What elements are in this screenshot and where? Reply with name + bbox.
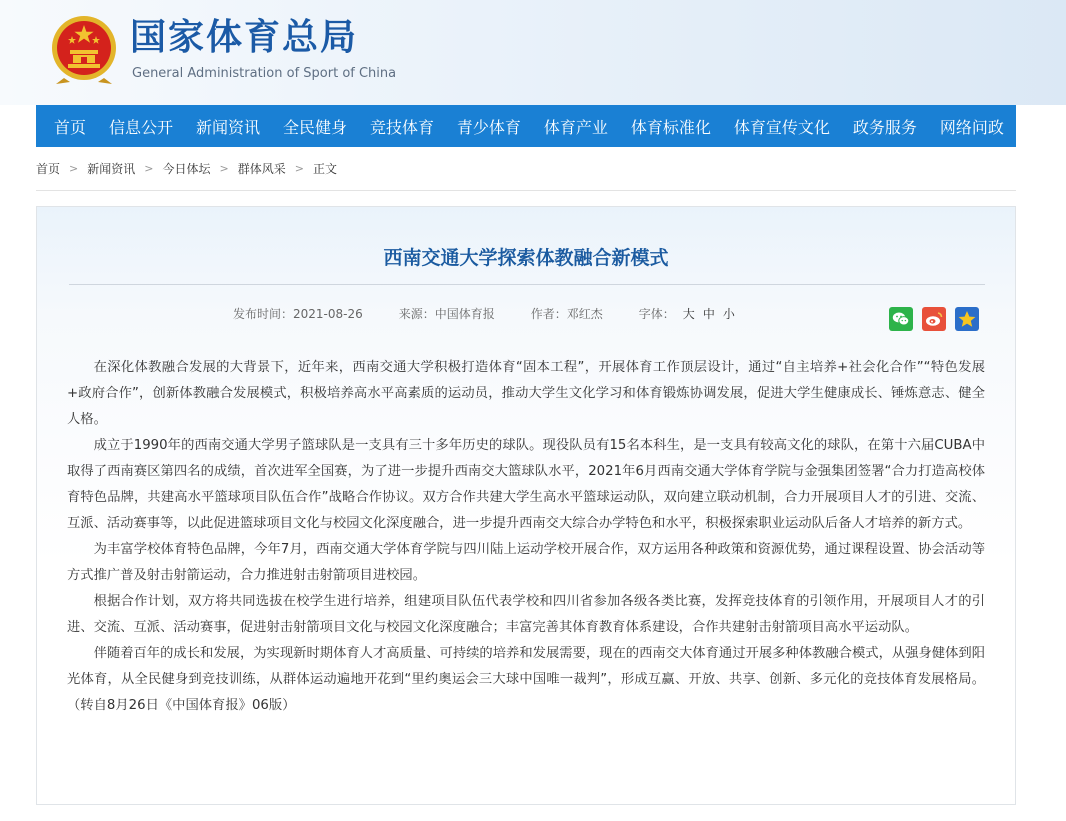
font-size-medium-button[interactable]: 中 xyxy=(702,307,715,321)
article-paragraph: 伴随着百年的成长和发展，为实现新时期体育人才高质量、可持续的培养和发展需要，现在的西南交大体育通过开展多种体教融合模式，从强身健体到阳光体育，从全民健身到竞技训练，从群体运动遍地开花到“里约奥运会三大球中国唯一裁判”，形成互赢、开放、共享、创新、多元化的竞技体育发展格局。（转自8月26日《中国体育报》06版） xyxy=(67,646,985,713)
national-emblem-icon[interactable] xyxy=(50,12,118,84)
nav-item-online-inquiry[interactable]: 网络问政 xyxy=(939,117,1004,137)
main-nav xyxy=(36,105,1016,147)
nav-item-national-fitness[interactable]: 全民健身 xyxy=(282,117,347,137)
site-header xyxy=(0,0,1066,105)
qzone-icon[interactable] xyxy=(955,307,979,331)
site-title-cn[interactable]: 国家体育总局 xyxy=(130,17,359,58)
article-title: 西南交通大学探索体教融合新模式 xyxy=(383,247,669,269)
breadcrumb-today-sports[interactable]: 今日体坛 xyxy=(162,162,211,176)
nav-item-gov-services[interactable]: 政务服务 xyxy=(852,117,917,137)
nav-item-publicity-culture[interactable]: 体育宣传文化 xyxy=(733,117,830,137)
article-author: 作者：邓红杰 xyxy=(530,307,603,321)
chevron-right-icon: > xyxy=(69,162,79,175)
breadcrumb-current: 正文 xyxy=(312,162,337,176)
article-paragraph: 根据合作计划，双方将共同选拔在校学生进行培养，组建项目队伍代表学校和四川省参加各级各类比赛，发挥竞技体育的引领作用，开展项目人才的引进、交流、互派、活动赛事，促进射击射箭项目文化与校园文化深度融合；丰富完善其体育教育体系建设，合作共建射击射箭项目高水平运动队。 xyxy=(67,594,985,635)
wechat-icon[interactable] xyxy=(889,307,913,331)
nav-item-info-disclosure[interactable]: 信息公开 xyxy=(108,117,173,137)
breadcrumb-divider xyxy=(36,190,1016,191)
article-paragraph: 为丰富学校体育特色品牌，今年7月，西南交通大学体育学院与四川陆上运动学校开展合作，双方运用各种政策和资源优势，通过课程设置、协会活动等方式推广普及射击射箭运动，合力推进射击射箭项目进校园。 xyxy=(67,542,985,583)
chevron-right-icon: > xyxy=(144,162,154,175)
article-paragraph: 在深化体教融合发展的大背景下，近年来，西南交通大学积极打造体育“固本工程”，开展体育工作顶层设计，通过“自主培养+社会化合作”“特色发展+政府合作”，创新体教融合发展模式，积极培养高水平高素质的运动员，推动大学生文化学习和体育锻炼协调发展，促进大学生健康成长、锤炼意志、健全人格。 xyxy=(67,360,985,427)
font-size-small-button[interactable]: 小 xyxy=(722,307,735,321)
article-paragraph: 成立于1990年的西南交通大学男子篮球队是一支具有三十多年历史的球队。现役队员有15名本科生，是一支具有较高文化的球队，在第十六届CUBA中取得了西南赛区第四名的成绩，首次进军全国赛，为了进一步提升西南交大篮球队水平，2021年6月西南交通大学体育学院与金强集团签署“合力打造高校体育特色品牌，共建高水平篮球项目队伍合作”战略合作协议。双方合作共建大学生高水平篮球运动队，双向建立联动机制，合力开展项目人才的引进、交流、互派、活动赛事等，以此促进篮球项目文化与校园文化深度融合，进一步提升西南交大综合办学特色和水平，积极探索职业运动队后备人才培养的新方式。 xyxy=(67,438,985,531)
font-size-large-button[interactable]: 大 xyxy=(682,307,695,321)
site-title-en: General Administration of Sport of China xyxy=(132,66,397,81)
chevron-right-icon: > xyxy=(294,162,304,175)
publish-date: 发布时间：2021-08-26 xyxy=(233,307,363,321)
nav-item-sports-industry[interactable]: 体育产业 xyxy=(543,117,608,137)
chevron-right-icon: > xyxy=(219,162,229,175)
article-body xyxy=(67,355,985,719)
breadcrumb-news[interactable]: 新闻资讯 xyxy=(87,162,136,176)
article-meta xyxy=(233,305,735,322)
nav-item-standardization[interactable]: 体育标准化 xyxy=(630,117,711,137)
breadcrumb-mass-sports[interactable]: 群体风采 xyxy=(237,162,286,176)
nav-item-competitive-sports[interactable]: 竞技体育 xyxy=(369,117,434,137)
title-divider xyxy=(69,284,985,285)
article-panel xyxy=(36,206,1016,805)
nav-item-news[interactable]: 新闻资讯 xyxy=(195,117,260,137)
breadcrumb-home[interactable]: 首页 xyxy=(36,162,61,176)
breadcrumb xyxy=(36,160,337,177)
nav-item-youth-sports[interactable]: 青少体育 xyxy=(456,117,521,137)
weibo-icon[interactable] xyxy=(922,307,946,331)
nav-item-home[interactable]: 首页 xyxy=(54,117,87,137)
font-size-label: 字体： xyxy=(638,307,675,321)
article-source: 来源：中国体育报 xyxy=(398,307,495,321)
share-bar xyxy=(889,307,988,331)
